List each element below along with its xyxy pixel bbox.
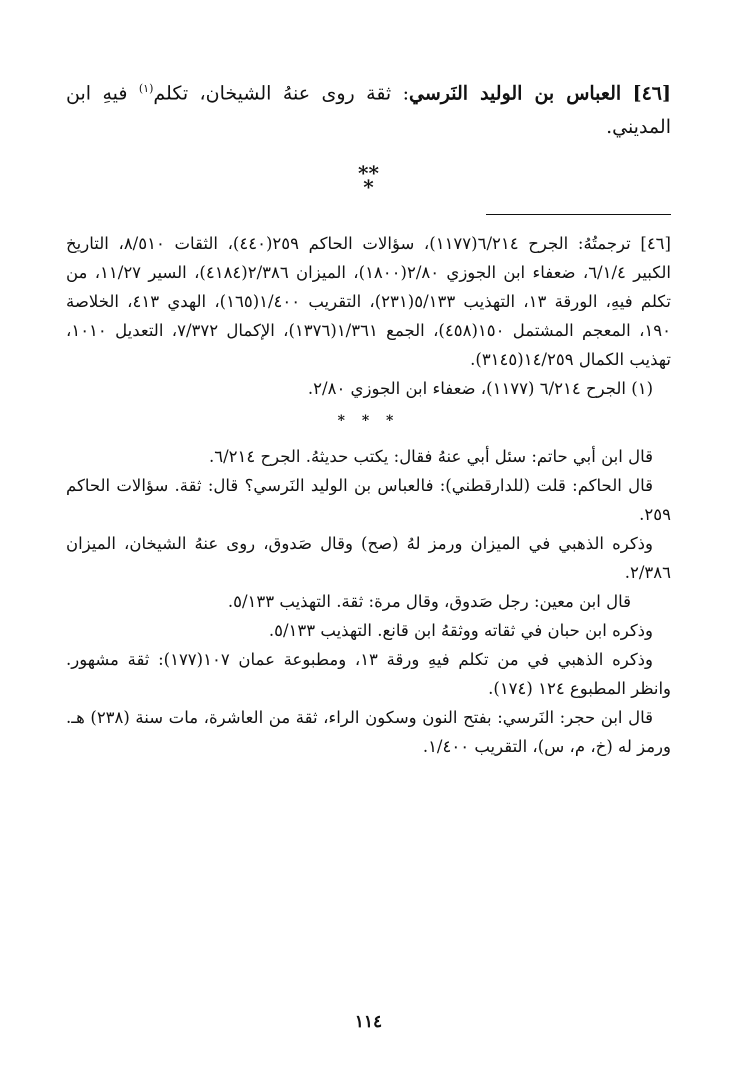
- footnote-divider: [486, 214, 671, 215]
- entry-number: [٤٦]: [632, 82, 671, 105]
- entry-text-continued: فيهِ ابن المديني.: [66, 82, 671, 139]
- note-paragraph: وذكره ابن حبان في ثقاته ووثقهُ ابن قانع. التهذيب ٥/١٣٣.: [268, 621, 653, 641]
- note-paragraph: قال ابن حجر: النَرسي: بفتح النون وسكون الراء، ثقة من العاشرة، مات سنة (٢٣٨) هـ. ورمز له (خ، م، س)، التقريب ١/٤٠٠.: [66, 708, 671, 757]
- translation-references: [٤٦] ترجمتُهُ: الجرح ٦/٢١٤(١١٧٧)، سؤالات الحاكم ٢٥٩(٤٤٠)، الثقات ٨/٥١٠، التاريخ الكبير ٦/١/٤، ضعفاء ابن الجوزي ٢/٨٠(١٨٠٠)، الميزان ٢/٣٨٦(٤١٨٤)، السير ١١/٢٧، من تكلم فيهِ، الورقة ١٣، التهذيب ٥/١٣٣(٢٣١)، التقريب ١/٤٠٠(١٦٥)، الهدي ٤١٣، الخلاصة ١٩٠، المعجم المشتمل ١٥٠(٤٥٨)، الجمع ١/٣٦١(١٣٧٦)، الإكمال ٧/٣٧٢، التعديل ١٠١٠، تهذيب الكمال ١٤/٢٥٩(٣١٤٥).: [66, 234, 672, 370]
- page-number: ١١٤: [354, 1012, 383, 1032]
- note-paragraph: قال ابن معين: رجل صَدوق، وقال مرة: ثقة. التهذيب ٥/١٣٣.: [227, 592, 631, 612]
- note-paragraph: وذكره الذهبي في من تكلم فيهِ ورقة ١٣، ومطبوعة عمان ١٠٧(١٧٧): ثقة مشهور. وانظر المطبوع ١٢٤ (١٧٤).: [66, 650, 671, 699]
- footnote-mark: (١): [138, 82, 154, 95]
- page-body: [66, 72, 671, 761]
- star-ornament: [66, 161, 671, 212]
- note-paragraph: وذكره الذهبي في الميزان ورمز لهُ (صح) وقال صَدوق، روى عنهُ الشيخان، الميزان ٢/٣٨٦.: [66, 534, 671, 583]
- note-paragraph: قال الحاكم: قلت (للدارقطني): فالعباس بن الوليد النَرسي؟ قال: ثقة. سؤالات الحاكم ٢٥٩.: [66, 476, 671, 525]
- narrator-name: العباس بن الوليد النَرسي: [409, 82, 622, 105]
- notes-section: [66, 229, 671, 761]
- star-ornament-text: ***: [358, 161, 379, 200]
- biography-entry: [66, 72, 671, 144]
- footnote-text: (١) الجرح ٦/٢١٤ (١١٧٧)، ضعفاء ابن الجوزي ٢/٨٠.: [307, 379, 653, 399]
- note-paragraph: قال ابن أبي حاتم: سئل أبي عنهُ فقال: يكتب حديثهُ. الجرح ٦/٢١٤.: [208, 447, 653, 467]
- section-separator: * * *: [337, 413, 400, 430]
- entry-text: : ثقة روى عنهُ الشيخان، تكلم: [153, 82, 410, 105]
